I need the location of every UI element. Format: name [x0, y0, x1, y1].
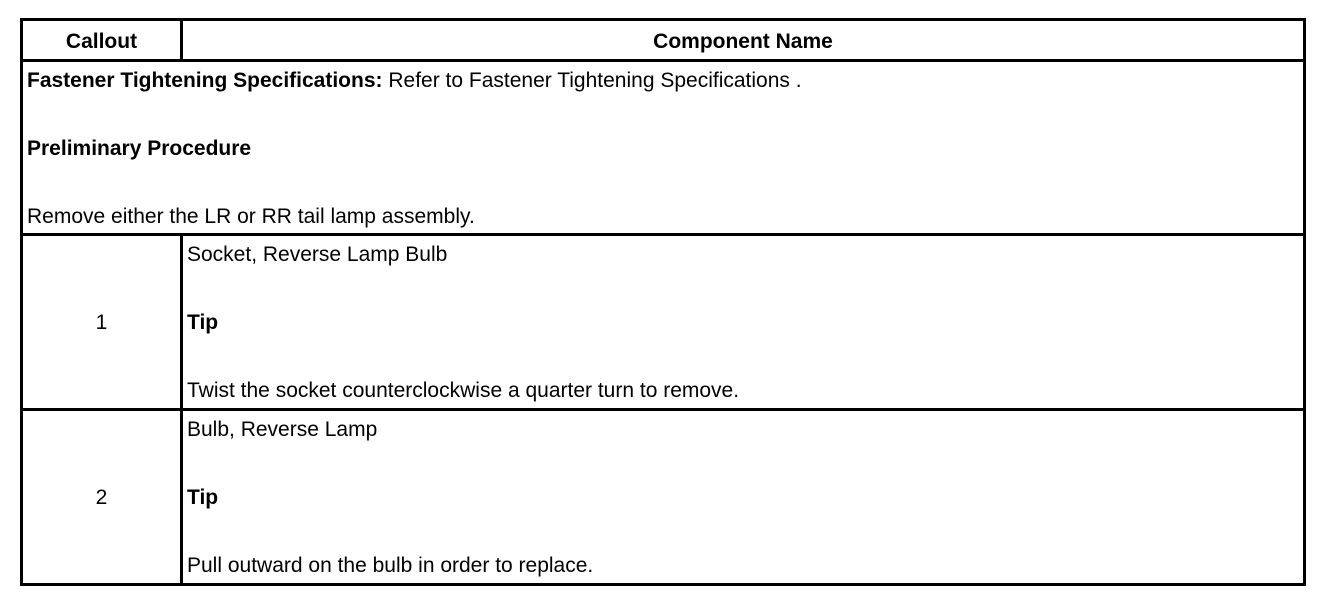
preliminary-procedure-heading: Preliminary Procedure [27, 137, 252, 160]
component-table [20, 18, 1306, 586]
intro-row [23, 62, 1303, 236]
component-name-header-cell [183, 21, 1303, 59]
table-row [23, 411, 1303, 583]
fastener-spec-label: Fastener Tightening Specifications: [27, 69, 383, 92]
callout-column-header: Callout [65, 30, 138, 53]
fastener-spec-line [27, 69, 802, 93]
table-header-row [23, 21, 1303, 62]
callout-cell [23, 236, 183, 408]
component-cell [183, 236, 1303, 408]
component-cell [183, 411, 1303, 583]
component-name: Bulb, Reverse Lamp [187, 418, 378, 441]
fastener-spec-text: Refer to Fastener Tightening Specifications . [382, 69, 802, 92]
callout-cell [23, 411, 183, 583]
callout-number: 1 [95, 311, 108, 334]
preliminary-step: Remove either the LR or RR tail lamp assembly. [27, 205, 475, 228]
tip-text: Twist the socket counterclockwise a quarter turn to remove. [187, 379, 740, 402]
callout-header-cell [23, 21, 183, 59]
component-name-column-header: Component Name [653, 30, 833, 53]
tip-text: Pull outward on the bulb in order to replace. [187, 554, 594, 577]
table-row [23, 236, 1303, 411]
tip-label: Tip [187, 486, 219, 509]
component-name: Socket, Reverse Lamp Bulb [187, 243, 448, 266]
callout-number: 2 [95, 486, 108, 509]
tip-label: Tip [187, 311, 219, 334]
